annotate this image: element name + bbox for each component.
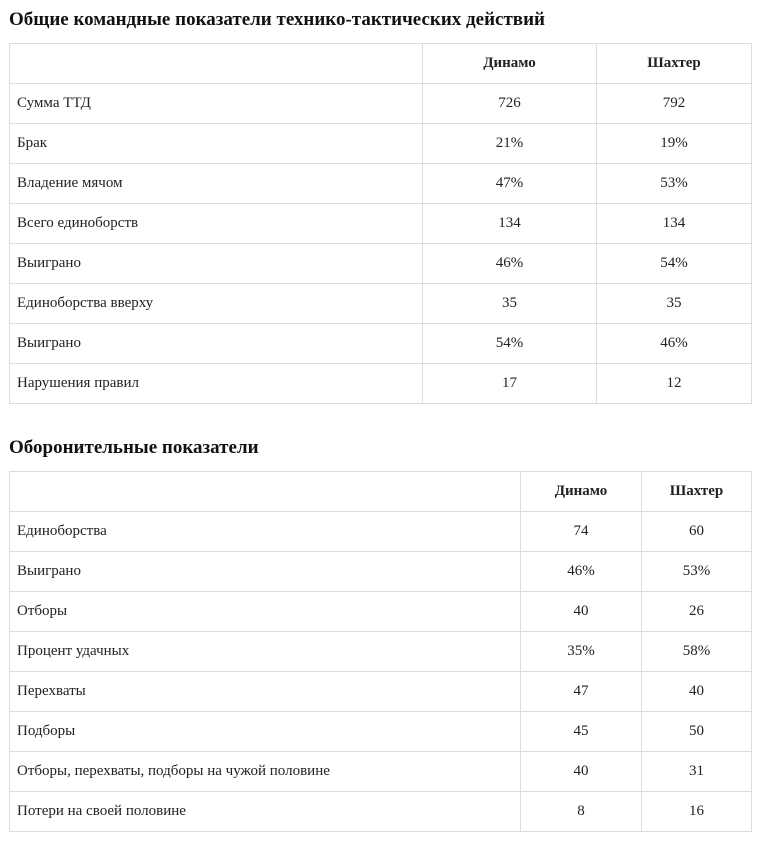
shakhtar-value: 40 — [642, 672, 752, 712]
row-label: Выиграно — [10, 552, 521, 592]
shakhtar-value: 60 — [642, 512, 752, 552]
dynamo-value: 35% — [521, 632, 642, 672]
table-header-row — [10, 44, 752, 84]
header-dynamo: Динамо — [521, 472, 642, 512]
header-dynamo: Динамо — [423, 44, 597, 84]
table-row — [10, 552, 752, 592]
general-stats-body — [10, 84, 752, 404]
general-stats-table — [9, 43, 752, 404]
row-label: Выиграно — [10, 324, 423, 364]
row-label: Подборы — [10, 712, 521, 752]
dynamo-value: 40 — [521, 592, 642, 632]
row-label: Выиграно — [10, 244, 423, 284]
defensive-stats-body — [10, 512, 752, 832]
header-shakhtar: Шахтер — [597, 44, 752, 84]
table-row — [10, 84, 752, 124]
shakhtar-value: 792 — [597, 84, 752, 124]
dynamo-value: 47% — [423, 164, 597, 204]
section-title-defensive: Оборонительные показатели — [9, 437, 259, 458]
dynamo-value: 35 — [423, 284, 597, 324]
table-row — [10, 124, 752, 164]
table-header-row — [10, 472, 752, 512]
table-row — [10, 752, 752, 792]
table-row — [10, 712, 752, 752]
header-shakhtar: Шахтер — [642, 472, 752, 512]
shakhtar-value: 26 — [642, 592, 752, 632]
dynamo-value: 74 — [521, 512, 642, 552]
table-row — [10, 512, 752, 552]
row-label: Единоборства — [10, 512, 521, 552]
row-label: Отборы, перехваты, подборы на чужой половине — [10, 752, 521, 792]
table-row — [10, 324, 752, 364]
row-label: Единоборства вверху — [10, 284, 423, 324]
shakhtar-value: 35 — [597, 284, 752, 324]
dynamo-value: 8 — [521, 792, 642, 832]
dynamo-value: 17 — [423, 364, 597, 404]
row-label: Брак — [10, 124, 423, 164]
dynamo-value: 21% — [423, 124, 597, 164]
row-label: Процент удачных — [10, 632, 521, 672]
shakhtar-value: 58% — [642, 632, 752, 672]
shakhtar-value: 54% — [597, 244, 752, 284]
shakhtar-value: 50 — [642, 712, 752, 752]
dynamo-value: 46% — [423, 244, 597, 284]
dynamo-value: 134 — [423, 204, 597, 244]
dynamo-value: 726 — [423, 84, 597, 124]
table-row — [10, 164, 752, 204]
row-label: Владение мячом — [10, 164, 423, 204]
dynamo-value: 45 — [521, 712, 642, 752]
shakhtar-value: 12 — [597, 364, 752, 404]
defensive-stats-table — [9, 471, 752, 832]
shakhtar-value: 53% — [597, 164, 752, 204]
dynamo-value: 46% — [521, 552, 642, 592]
shakhtar-value: 134 — [597, 204, 752, 244]
shakhtar-value: 16 — [642, 792, 752, 832]
table-row — [10, 204, 752, 244]
shakhtar-value: 31 — [642, 752, 752, 792]
table-row — [10, 284, 752, 324]
row-label: Отборы — [10, 592, 521, 632]
table-row — [10, 364, 752, 404]
section-title-general: Общие командные показатели технико-тактических действий — [9, 9, 545, 30]
row-label: Перехваты — [10, 672, 521, 712]
shakhtar-value: 53% — [642, 552, 752, 592]
dynamo-value: 40 — [521, 752, 642, 792]
shakhtar-value: 19% — [597, 124, 752, 164]
table-row — [10, 592, 752, 632]
row-label: Потери на своей половине — [10, 792, 521, 832]
row-label: Всего единоборств — [10, 204, 423, 244]
table-row — [10, 632, 752, 672]
table-row — [10, 792, 752, 832]
table-row — [10, 672, 752, 712]
row-label: Нарушения правил — [10, 364, 423, 404]
row-label: Сумма ТТД — [10, 84, 423, 124]
header-empty — [10, 472, 521, 512]
header-empty — [10, 44, 423, 84]
table-row — [10, 244, 752, 284]
dynamo-value: 47 — [521, 672, 642, 712]
dynamo-value: 54% — [423, 324, 597, 364]
shakhtar-value: 46% — [597, 324, 752, 364]
